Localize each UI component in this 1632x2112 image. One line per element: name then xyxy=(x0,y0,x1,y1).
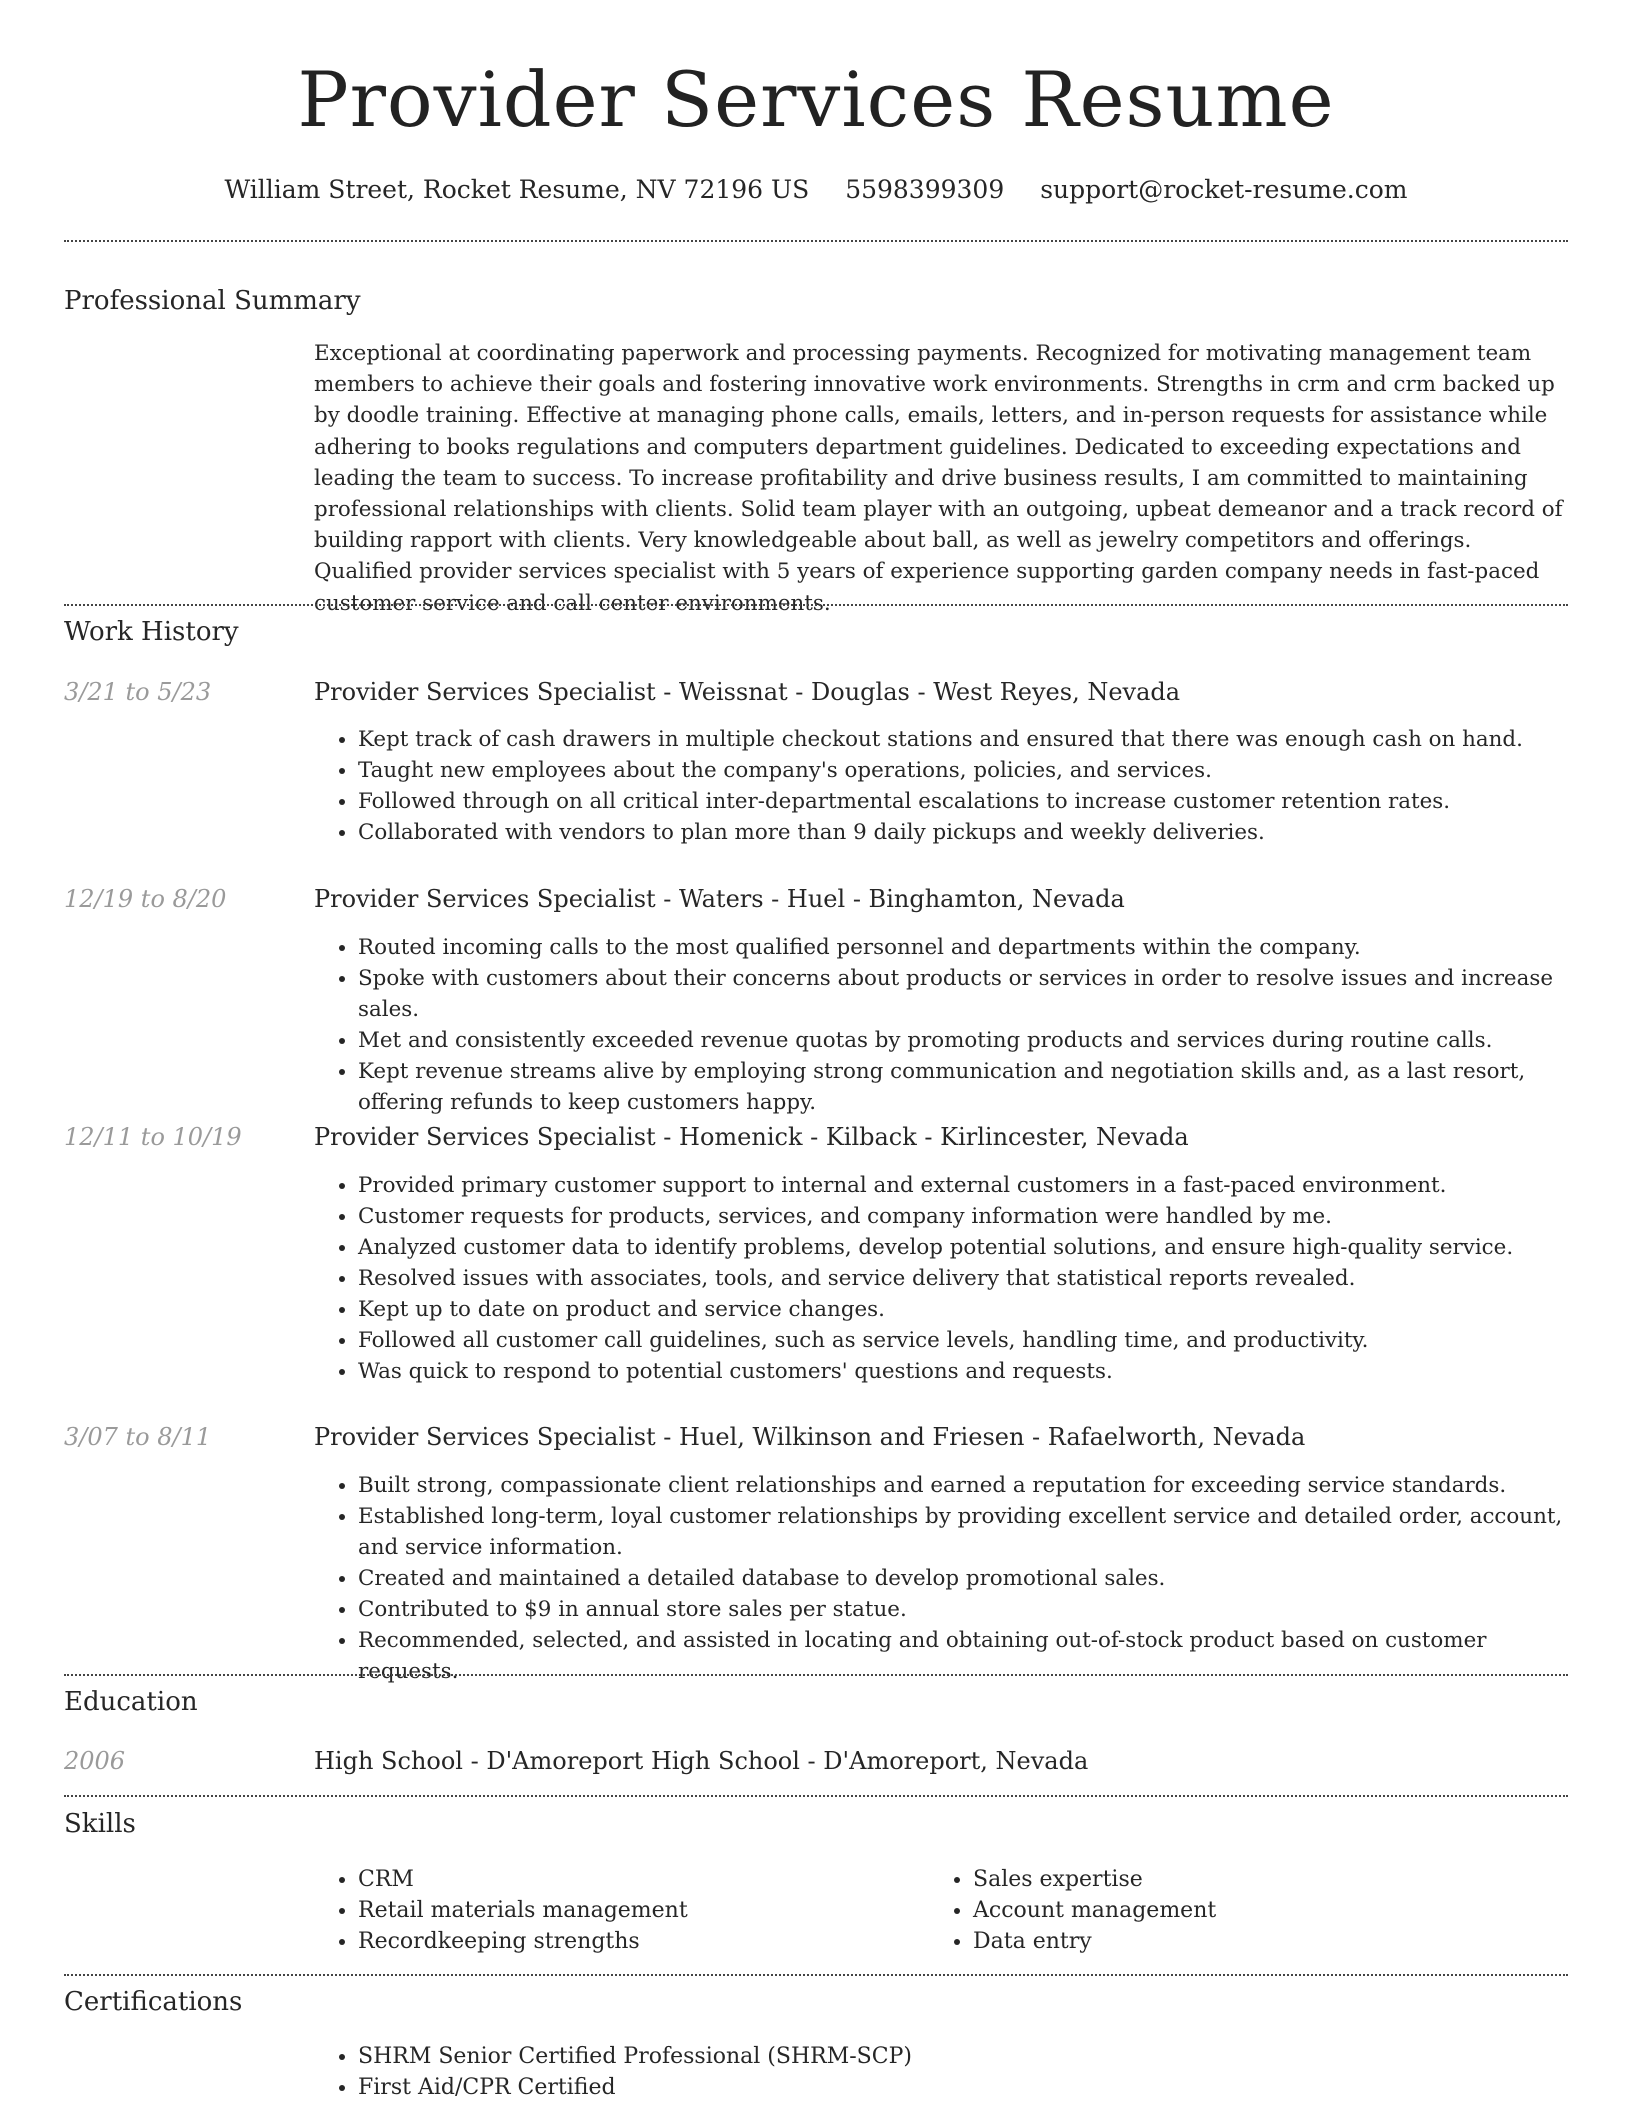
job-heading: Provider Services Specialist - Waters - Huel - Binghamton, Nevada xyxy=(314,885,1125,913)
job-bullet: • Built strong, compassionate client relationships and earned a reputation for exceeding service standards. xyxy=(358,1470,1568,1501)
skills-list-right xyxy=(929,1864,1529,1957)
contact-line xyxy=(0,168,1632,212)
job-bullet: • Followed all customer call guidelines, such as service levels, handling time, and productivity. xyxy=(358,1325,1568,1356)
contact-email[interactable]: support@rocket-resume.com xyxy=(1040,175,1408,204)
resume-title: Provider Services Resume xyxy=(297,55,1335,144)
certifications-list xyxy=(314,2041,1568,2103)
divider xyxy=(64,1795,1568,1797)
job-bullet: • Met and consistently exceeded revenue quotas by promoting products and services during routine calls. xyxy=(358,1025,1568,1056)
job-bullet: • Established long-term, loyal customer relationships by providing excellent service and detailed order, account, and service information. xyxy=(358,1501,1568,1563)
section-title-certifications: Certifications xyxy=(64,1987,243,2017)
job-bullet: • Kept up to date on product and service changes. xyxy=(358,1294,1568,1325)
skill-item: • Recordkeeping strengths xyxy=(358,1926,914,1957)
education-heading: High School - D'Amoreport High School - D'Amoreport, Nevada xyxy=(314,1747,1089,1775)
skill-item: • Sales expertise xyxy=(973,1864,1529,1895)
summary-text: Exceptional at coordinating paperwork and processing payments. Recognized for motivating management team members to achieve their goals and fostering innovative work environments. Strengths in crm and crm backed up by doodle training. Effective at managing phone calls, emails, letters, and in-person requests for assistance while adhering to books regulations and computers department guidelines. Dedicated to exceeding expectations and leading the team to success. To increase profitability and drive business results, I am committed to maintaining professional relationships with clients. Solid team player with an outgoing, upbeat demeanor and a track record of building rapport with clients. Very knowledgeable about ball, as well as jewelry competitors and offerings. Qualified provider services specialist with 5 years of experience supporting garden company needs in fast-paced customer service and call center environments. xyxy=(314,341,1563,616)
skills-list-left xyxy=(314,1864,914,1957)
skill-item: • Data entry xyxy=(973,1926,1529,1957)
job-heading: Provider Services Specialist - Huel, Wilkinson and Friesen - Rafaelworth, Nevada xyxy=(314,1423,1306,1451)
job-bullet: • Routed incoming calls to the most qualified personnel and departments within the company. xyxy=(358,932,1568,963)
job-dates: 12/19 to 8/20 xyxy=(64,885,227,913)
job-bullet: • Was quick to respond to potential customers' questions and requests. xyxy=(358,1356,1568,1387)
divider xyxy=(64,604,1568,606)
education-year: 2006 xyxy=(64,1747,126,1775)
skill-item: • CRM xyxy=(358,1864,914,1895)
job-dates: 3/07 to 8/11 xyxy=(64,1423,212,1451)
job-bullet: • Spoke with customers about their concerns about products or services in order to resolve issues and increase sales. xyxy=(358,963,1568,1025)
job-bullet: • Kept revenue streams alive by employing strong communication and negotiation skills and, as a last resort, offering refunds to keep customers happy. xyxy=(358,1056,1568,1118)
job-bullet: • Followed through on all critical inter-departmental escalations to increase customer retention rates. xyxy=(358,786,1568,817)
job-dates: 12/11 to 10/19 xyxy=(64,1123,242,1151)
job-heading: Provider Services Specialist - Weissnat - Douglas - West Reyes, Nevada xyxy=(314,678,1181,706)
skill-item: • Account management xyxy=(973,1895,1529,1926)
job-bullet: • Contributed to $9 in annual store sales per statue. xyxy=(358,1594,1568,1625)
job-bullet: • Recommended, selected, and assisted in locating and obtaining out-of-stock product based on customer requests. xyxy=(358,1625,1568,1687)
section-title-skills: Skills xyxy=(64,1809,136,1839)
job-bullet: • Provided primary customer support to internal and external customers in a fast-paced environment. xyxy=(358,1170,1568,1201)
job-bullet: • Resolved issues with associates, tools, and service delivery that statistical reports revealed. xyxy=(358,1263,1568,1294)
job-bullet: • Taught new employees about the company's operations, policies, and services. xyxy=(358,755,1568,786)
job-bullets xyxy=(314,932,1568,1118)
job-bullets xyxy=(314,1470,1568,1687)
section-title-education: Education xyxy=(64,1687,198,1717)
job-bullet: • Created and maintained a detailed database to develop promotional sales. xyxy=(358,1563,1568,1594)
job-bullets xyxy=(314,1170,1568,1387)
certification-item: • SHRM Senior Certified Professional (SHRM-SCP) xyxy=(358,2041,1568,2072)
job-heading: Provider Services Specialist - Homenick - Kilback - Kirlincester, Nevada xyxy=(314,1123,1189,1151)
job-dates: 3/21 to 5/23 xyxy=(64,678,212,706)
skill-item: • Retail materials management xyxy=(358,1895,914,1926)
contact-phone: 5598399309 xyxy=(845,175,1005,204)
job-bullet: • Collaborated with vendors to plan more than 9 daily pickups and weekly deliveries. xyxy=(358,817,1568,848)
section-title-summary: Professional Summary xyxy=(64,286,361,316)
contact-address: William Street, Rocket Resume, NV 72196 US xyxy=(224,175,810,204)
job-bullet: • Kept track of cash drawers in multiple checkout stations and ensured that there was enough cash on hand. xyxy=(358,724,1568,755)
job-bullet: • Analyzed customer data to identify problems, develop potential solutions, and ensure high-quality service. xyxy=(358,1232,1568,1263)
job-bullets xyxy=(314,724,1568,848)
divider xyxy=(64,1674,1568,1676)
job-bullet: • Customer requests for products, services, and company information were handled by me. xyxy=(358,1201,1568,1232)
certification-item: • First Aid/CPR Certified xyxy=(358,2072,1568,2103)
section-title-work: Work History xyxy=(64,617,239,647)
divider xyxy=(64,240,1568,242)
divider xyxy=(64,1974,1568,1976)
